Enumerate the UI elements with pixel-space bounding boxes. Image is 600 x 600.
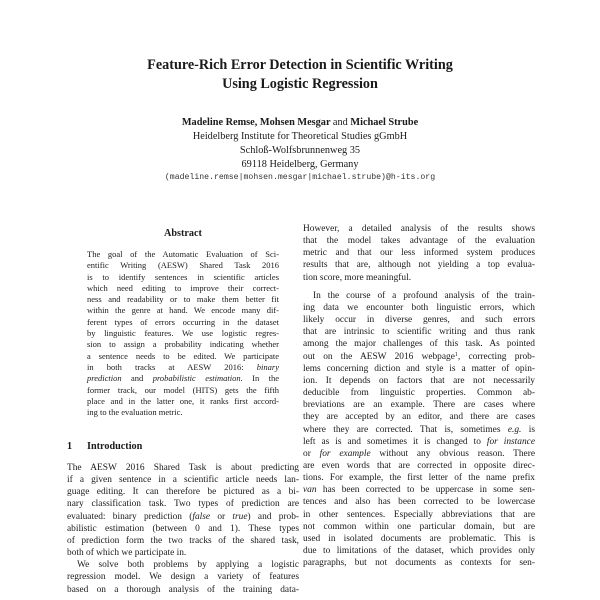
abstract-line: by linguistic features. We use logistic regres- [87,328,279,339]
body-emphasis: van [303,485,317,496]
paper-title-line-1: Feature-Rich Error Detection in Scientific Writing [147,57,453,73]
body-emphasis: for instance [486,436,535,447]
intro-line: We solve both problems by applying a logistic [77,560,299,571]
paper-title-line-2: Using Logistic Regression [222,76,378,92]
abstract-text: In the [252,373,279,384]
abstract-line: sion to assign a probability indicating whether [87,339,279,350]
intro-line: abilistic estimation (between 0 and 1). These types [67,523,299,534]
body-text: without any obvious reason. There [370,448,536,459]
body-line: paragraphs, but not documents as contexts for sen- [303,558,535,569]
body-line: ing data we encounter both linguistic errors, which [303,302,535,313]
section-title: Introduction [87,441,143,452]
intro-line: if a given sentence in a scientific article needs lan- [67,475,299,486]
body-text: is [521,424,535,435]
body-line: are even words that are corrected in opposite direc- [303,460,535,471]
footnote-marker[interactable]: 1 [454,351,458,358]
body-line [303,351,535,363]
intro-line: The AESW 2016 Shared Task is about predicting [67,463,299,473]
body-line: used in isolated documents are problematic. This is [303,533,535,544]
abstract-body [87,249,279,418]
abstract-heading: Abstract [164,228,202,239]
abstract-line: ferent types of errors occurring in the dataset [87,316,279,327]
body-line: not common within one particular domain, but are [303,521,535,532]
abstract-line: within the genre at hand. We encode many dif- [87,305,279,316]
street-address: Schloß-Wolfsbrunnenweg 35 [239,145,361,156]
abstract-emphasis: probabilistic estimation. [152,373,243,384]
authors-first: Madeline Remse, Mohsen Mesgar [181,117,331,128]
body-line: likely occur in diverse genres, and such errors [303,315,535,326]
body-text: where they are corrected. That is, sometimes [303,424,508,435]
intro-text: ) and prob- [247,511,300,522]
body-line: in other sentences. Especially abbreviations that are [303,509,535,520]
body-line [303,436,535,448]
abstract-line: place and in the latter one, it ranks first accord- [87,395,279,406]
body-line: However, a detailed analysis of the results shows [303,224,535,234]
body-text: has been corrected to be uppercase in some sen- [316,485,535,496]
body-line: they are accepted by an editor, and there are cases [303,412,535,423]
intro-emphasis: true [232,511,248,522]
body-text: , correcting prob- [457,351,535,362]
abstract-line: entific Writing (AESW) Shared Task 2016 [87,260,279,271]
body-line [303,424,535,436]
abstract-line: is to identify sentences in scientific articles [87,271,279,282]
introduction-body [67,462,299,596]
body-line [303,448,535,460]
body-line: that the model takes advantage of the evaluation [303,236,535,247]
authors-and: and [332,117,348,128]
abstract-line: ing to the evaluation metric. [87,407,183,418]
body-line [303,484,535,496]
body-emphasis: for example [319,448,371,459]
abstract-line [87,362,279,373]
section-number: 1 [67,441,73,452]
email-addresses: (madeline.remse|mohsen.mesgar|michael.strube)@h-its.org [164,173,436,182]
abstract-line: former track, our model (HITS) gets the fifth [87,384,279,395]
body-line: tences and also has been corrected to be lowercase [303,497,535,508]
abstract-line: The goal of the Automatic Evaluation of Sci- [87,249,279,259]
section-heading-introduction [67,441,142,452]
body-emphasis: e.g. [507,424,522,435]
affiliation: Heidelberg Institute for Theoretical Studies gGmbH [192,131,408,142]
intro-line: of prediction form the two tracks of the shared task, [67,535,299,546]
authors-last: Michael Strube [350,117,419,128]
body-text: out on the AESW 2016 webpage [303,351,455,362]
body-line: breviations are an example. There are cases where [303,400,535,411]
intro-emphasis: false [192,511,211,522]
intro-line: based on a thorough analysis of the training data- [67,584,299,595]
abstract-text: and [131,373,144,384]
body-text: left as is and sometimes it is changed to [303,436,487,447]
intro-line: nary classification task. Two types of prediction are [67,499,299,510]
body-line: metric and that our less informed system produces [303,248,535,259]
abstract-line: ness and readability or to make them better fit [87,294,279,305]
body-text: or [303,448,320,459]
body-line: tions. For example, the first letter of the name prefix [303,473,535,484]
abstract-line [87,373,279,384]
intro-line: regression model. We design a variety of features [67,572,299,583]
intro-text: evaluated: binary prediction ( [67,511,193,522]
body-line: due to limitations of the dataset, which provides only [303,546,535,557]
body-line: among the major challenges of this task. As pointed [303,339,535,350]
body-line: that are intrinsic to scientific writing and thus rank [303,327,535,338]
abstract-emphasis: prediction [87,373,122,384]
body-line: ion. It depends on factors that are not necessarily [303,375,535,386]
abstract-line: which need editing to improve their correct- [87,282,279,293]
intro-line [67,511,299,523]
right-column-body [303,223,535,569]
body-line: tion score, more meaningful. [303,272,412,283]
body-line: In the course of a profound analysis of the train- [313,290,535,301]
intro-line: both of which we participate in. [67,548,187,559]
abstract-emphasis: binary [256,361,279,372]
body-line: lems concerning diction and style is a matter of opin- [303,363,535,374]
abstract-text: in both tracks at AESW 2016: [87,361,244,372]
intro-text: or [210,511,233,522]
author-list [0,116,600,130]
abstract-line: a sentence needs to be edited. We participate [87,350,279,361]
city-address: 69118 Heidelberg, Germany [241,159,359,170]
body-line: deducible from linguistic properties. Common ab- [303,388,535,399]
body-line: results that are, although not yielding a top evalua- [303,260,535,271]
intro-line: guage editing. It can therefore be pictured as a bi- [67,487,299,498]
